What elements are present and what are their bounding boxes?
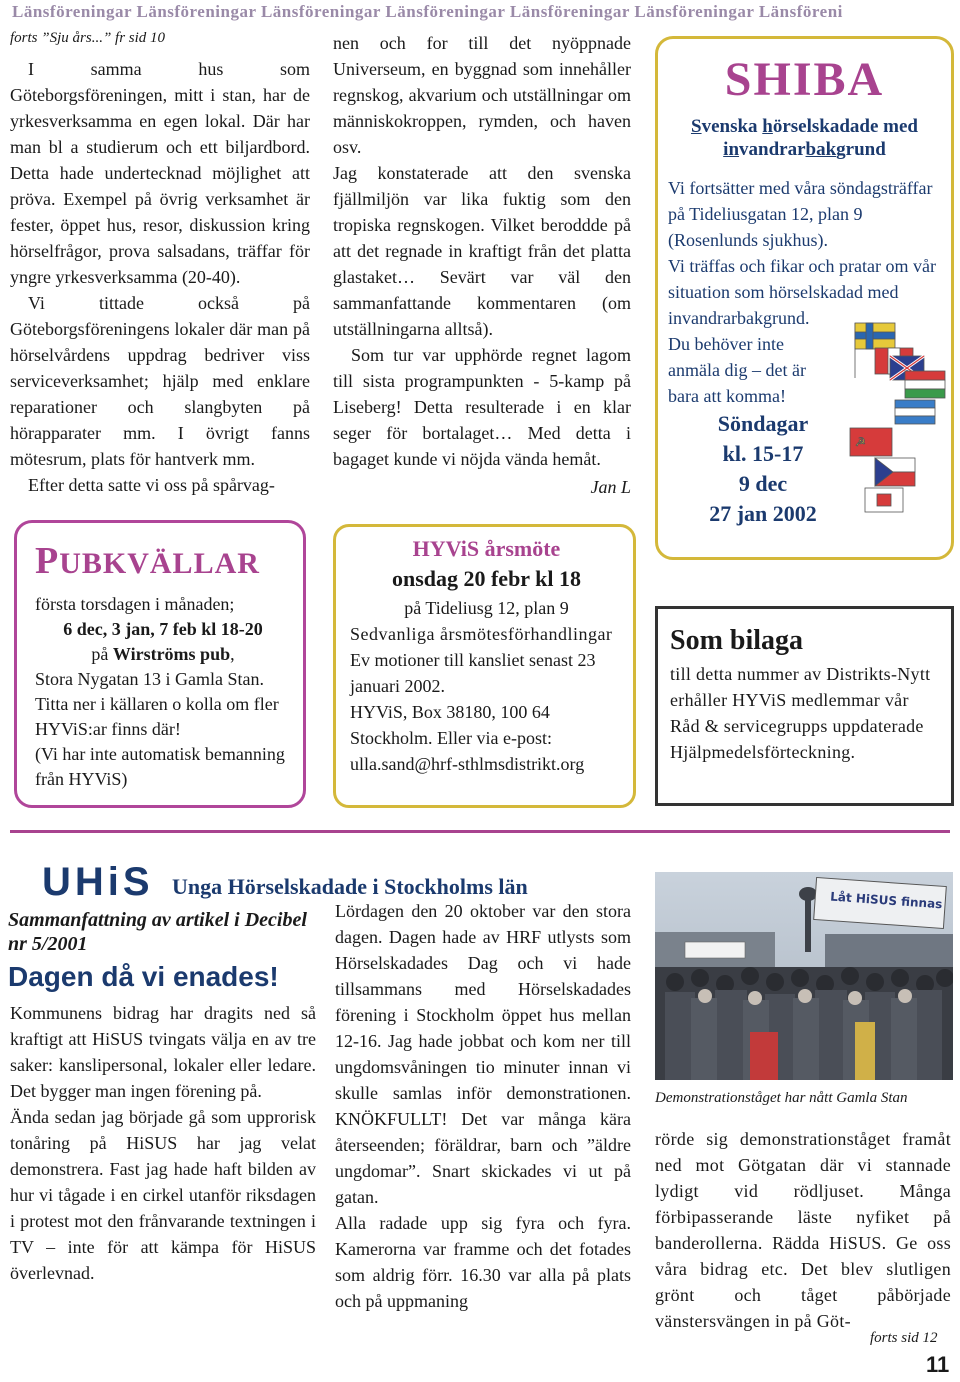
article-column-2 [333, 30, 631, 500]
hyvis-body: på Tideliusg 12, plan 9 Sedvanliga årsmötesförhandlingar Ev motioner till kansliet senast 23 januari 2002. HYViS, Box 38180, 100 64 Stockholm. Eller via e-post: ulla.sand@hrf-sthlmsdistrikt.org [350, 598, 613, 774]
article-paragraph: Vi tittade också på Göteborgsföreningens lokaler där man på hörselvårdens uppdrag bedriver viss serviceverksamhet; hjälp med enklare reparationer och slangbyten på hörapparater mm. I övrigt fanns mötesrum, plats för hantverk mm. [10, 293, 310, 469]
article-paragraph: Kommunens bidrag har dragits ned så kraftigt att HiSUS tvingats välja en av tre saker: kanslipersonal, lokaler eller ledare. Det bygger man ingen förening på. [10, 1003, 316, 1101]
attachment-body: till detta nummer av Distrikts-Nytt erhåller HYViS medlemmar vår Råd & servicegrupps uppdaterade Hjälpmedelsförteckning. [670, 664, 931, 762]
pub-evenings-box [14, 520, 306, 808]
attachment-notice-box [655, 606, 954, 806]
hyvis-annual-meeting-box [333, 524, 636, 808]
shiba-schedule: Söndagar kl. 15-17 9 dec 27 jan 2002 [709, 411, 817, 526]
demonstration-photo [655, 872, 953, 1080]
svg-text:☭: ☭ [855, 435, 866, 449]
article-paragraph: nen och for till det nyöppnade Universeum, en byggnad som innehåller regnskog, akvarium och utställningar om människokroppen, rymden, och haven osv. [333, 33, 631, 157]
article-paragraph: I samma hus som Göteborgsföreningen, mitt i stan, har de yrkesverksamma en egen lokal. Där har man bl a studierum och ett biljardbord. Detta hade undertecknad möjlighet att pröva. Exempel på övrig verksamhet är fester, öppet hus, resor, diskussion kring hörselfrågor, prova salsadans, träffar för yngre yrkesverksamma (20-40). [10, 59, 310, 287]
article-summary-note: Sammanfattning av artikel i Decibel nr 5/2001 [8, 909, 307, 955]
uhis-name: Unga Hörselskadade i Stockholms län [172, 874, 528, 899]
shiba-subtitle: Svenska hörselskadade med invandrarbakgrund [690, 116, 919, 160]
uhis-logo: UHiS [42, 860, 154, 904]
page-number: 11 [926, 1352, 950, 1377]
shiba-body: Vi fortsätter med våra söndagsträffar på Tideliusgatan 12, plan 9 (Rosenlunds sjukhus). Vi träffas och fikar och pratar om vår situation som hörselskadad med invandrarbakgrund. Du behöver inte anmäla dig – det är bara att komma! [668, 178, 936, 406]
continued-on-note: forts sid 12 [870, 1330, 938, 1346]
article-paragraph: Lördagen den 20 oktober var den stora dagen. Dagen hade av HRF utlysts som Hörselskadades Dag och vi hade tillsammans med Hörselskadades förening i Stockholm öppet hus mellan 12-16. Jag hade jobbat och kom ner till ungdomsvåningen tio minuter innan vi skulle samlas inför demonstrationen. KNÖKFULLT! Det var många kära återseenden; föräldrar, barn och ”äldre ungdomar”. Snart skickades vi ut på gatan. [335, 901, 631, 1207]
section-divider [10, 830, 950, 833]
pub-body: första torsdagen i månaden; 6 dec, 3 jan, 7 feb kl 18-20 på Wirströms pub, Stora Nygatan 13 i Gamla Stan. Titta ner i källaren o kolla om fler HYViS:ar finns där! (Vi har inte automatisk bemanning från HYViS) [35, 594, 285, 789]
article-paragraph: Ända sedan jag började gå som upprorisk tonåring på HiSUS har jag velat demonstrera. Fast jag hade haft bilden av hur vi tågade i en cirkel utanför riksdagen i protest mot den frånvarande textningen i TV – inte för att kämpa för HiSUS överlevnad. [10, 1107, 316, 1283]
pub-title: PUBKVÄLLAR [35, 540, 260, 582]
article-paragraph: Jag konstaterade att den svenska fjällmiljön var lika fuktig som den tropiska regnskogen. Vilket beroddde på att det regnade in kraftigt från det platta glastaket… Sevärt var väl den sammanfattande kommentaren (om utställningarna alltså). [333, 163, 631, 339]
attachment-title: Som bilaga [670, 625, 804, 656]
article-paragraph: Alla radade upp sig fyra och fyra. Kamerorna var framme och det fotades som aldrig förr. 16.30 var alla på plats och på uppmaning [335, 1213, 631, 1311]
section-header-band: Länsföreningar Länsföreningar Länsföreningar Länsföreningar Länsföreningar Länsföreningar Länsföreni [12, 2, 843, 21]
shiba-title: SHIBA [724, 53, 885, 106]
flags-illustration-icon [835, 318, 950, 518]
article-column-1 [10, 56, 310, 498]
continued-from-note: forts ”Sju års...” fr sid 10 [10, 30, 166, 46]
hyvis-title: HYViS årsmöte [412, 536, 561, 561]
article-title: Dagen då vi enades! [8, 961, 279, 992]
article-paragraph: rörde sig demonstrationståget framåt ned mot Götgatan där vi stannade lydigt vid rödljuset. Många förbipasserande läste nyfiket på banderollerna. Rädda HiSUS. Ge oss våra bidrag etc. Det blev slutligen grönt och tåget påbörjade vänstersvängen in på Göt- [655, 1129, 951, 1331]
article-paragraph: Efter detta satte vi oss på spårvag- [28, 475, 275, 495]
uhis-column-1 [10, 1000, 316, 1286]
photo-banner-text: Låt HiSUS finnas [829, 889, 943, 912]
article-paragraph: Som tur var upphörde regnet lagom till sista programpunkten - 5-kamp på Liseberg! Detta resulterade i en klar seger för bortalaget… Med detta i bagaget kunde vi nöjda vända hemåt. [333, 345, 631, 469]
hyvis-date: onsdag 20 febr kl 18 [391, 566, 582, 591]
uhis-column-2 [335, 898, 631, 1314]
photo-caption: Demonstrationståget har nått Gamla Stan [655, 1090, 908, 1106]
article-author: Jan L [590, 477, 631, 497]
uhis-column-3 [655, 1126, 951, 1334]
